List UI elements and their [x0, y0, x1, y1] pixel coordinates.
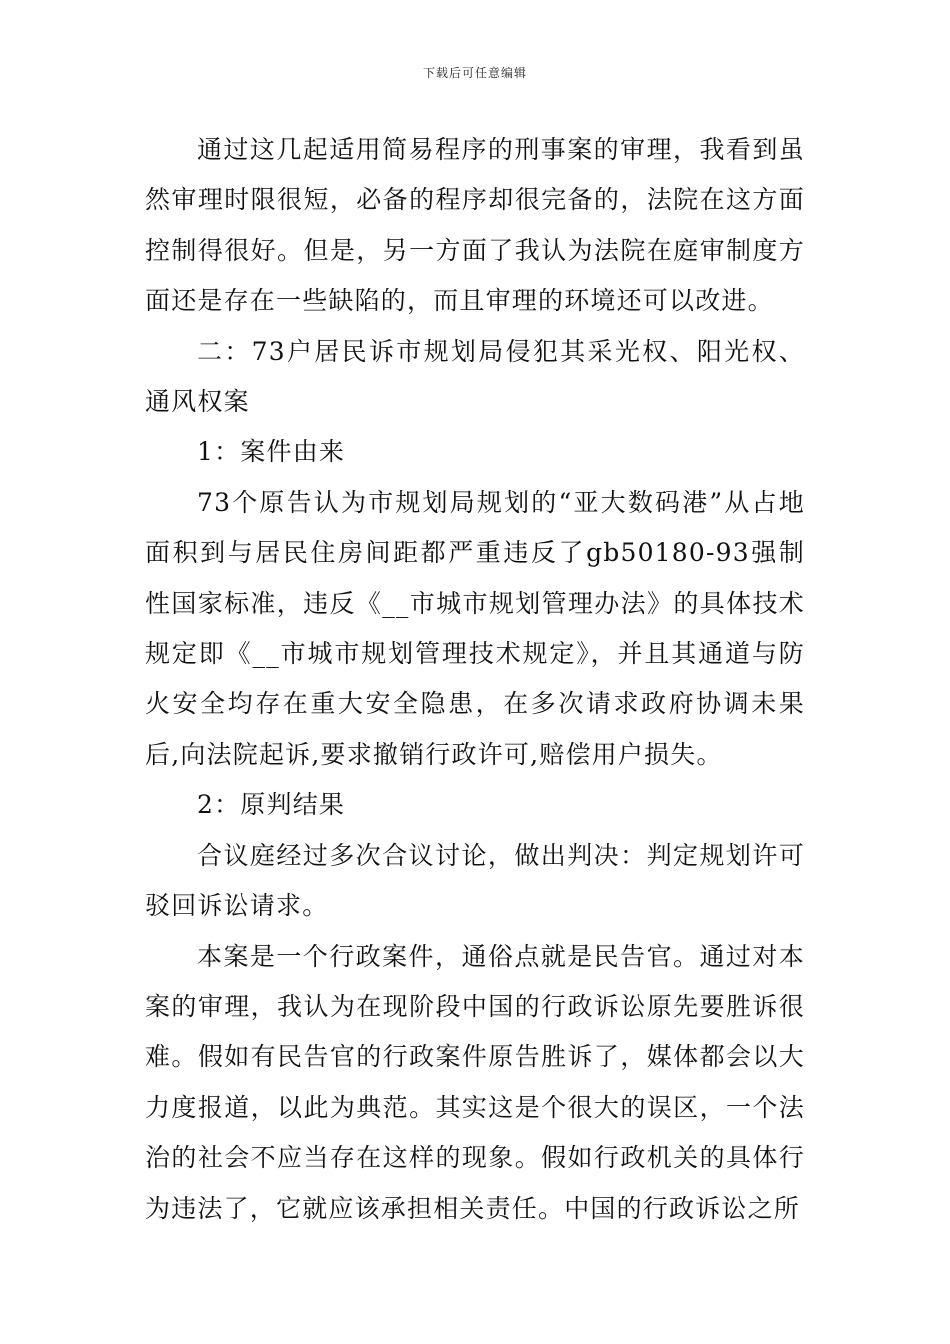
paragraph-case-analysis: 本案是一个行政案件，通俗点就是民告官。通过对本案的审理，我认为在现阶段中国的行政诉讼原先要胜诉很难。假如有民告官的行政案件原告胜诉了，媒体都会以大力度报道，以此为典范。其实这是个很大的误区，一个法治的社会不应当存在这样的现象。假如行政机关的具体行为违法了，它就应该承担相关责任。中国的行政诉讼之所: [145, 941, 805, 1223]
paragraph-case-origin: 73个原告认为市规划局规划的“亚大数码港”从占地面积到与居民住房间距都严重违反了gb50180-93强制性国家标准，违反《__市城市规划管理办法》的具体技术规定即《__市城市规划管理技术规定》，并且其通道与防火安全均存在重大安全隐患，在多次请求政府协调未果后,向法院起诉,要求撤销行政许可,赔偿用户损失。: [145, 487, 805, 769]
paragraph-original-judgment: 合议庭经过多次合议讨论，做出判决：判定规划许可驳回诉讼请求。: [145, 840, 805, 921]
paragraph-trial-observation: 通过这几起适用简易程序的刑事案的审理，我看到虽然审理时限很短，必备的程序却很完备的，法院在这方面控制得很好。但是，另一方面了我认为法院在庭审制度方面还是存在一些缺陷的，而且审理的环境还可以改进。: [145, 135, 805, 316]
page-header: 下载后可任意编辑: [422, 66, 527, 80]
paragraph-case-two-heading: 二：73户居民诉市规划局侵犯其采光权、阳光权、通风权案: [145, 336, 805, 417]
paragraph-original-judgment-heading: 2：原判结果: [197, 790, 346, 820]
paragraph-case-origin-heading: 1：案件由来: [197, 437, 346, 467]
document-body: [145, 125, 805, 1234]
